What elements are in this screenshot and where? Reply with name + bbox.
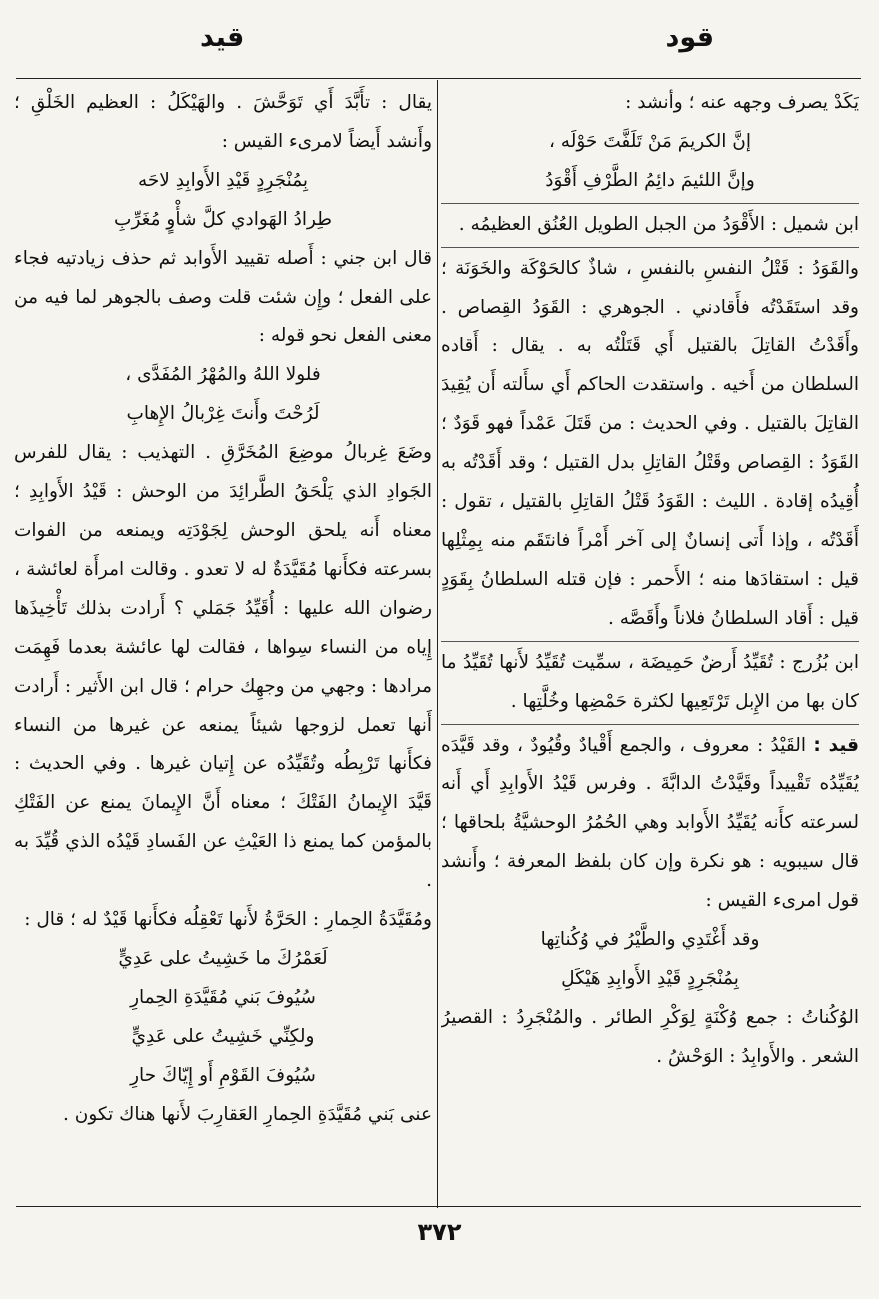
verse-line: وإنَّ اللئيمَ دائِمُ الطَّرْفِ أَقْوَدُ bbox=[545, 169, 755, 191]
paragraph: الوُكُناتُ : جمع وُكْنَةٍ لِوَكْرِ الطائر . والمُنْجَرِدُ : القصيرُ الشعر . والأَوابِدُ : الوَحْشُ . bbox=[441, 1006, 859, 1067]
verse-line: بِمُنْجَرِدٍ قَيْدِ الأَوابِدِ هَيْكَلِ bbox=[561, 967, 739, 989]
verse-line: طِرادُ الهَوادي كلَّ شأْوٍ مُغَرِّبِ bbox=[114, 208, 332, 230]
header-rule bbox=[16, 78, 861, 79]
verse-line: بِمُنْجَرِدٍ قَيْدِ الأَوابِدِ لاحَه bbox=[137, 169, 309, 191]
header-left-title: قيد bbox=[200, 22, 245, 53]
paragraph: يَكَدْ يصرف وجهه عنه ؛ وأنشد : bbox=[625, 92, 859, 113]
verse-line: لَعَمْرُكَ ما خَشِيتُ على عَدِيٍّ bbox=[118, 947, 328, 969]
paragraph: والقَوَدُ : قَتْلُ النفسِ بالنفسِ ، شاذٌ كالحَوْكَة والخَوَنَة ؛ وقد استَقَدْتُه فأَقادني . الجوهري : القَوَدُ القِصاص . وأَقَدْتُ القاتِلَ بالقتيل أَي قَتَلْتُه به . يقال : أَقاده السلطان من أَخيه . واستقدت الحاكم أَي سأَلته أَن يُقِيدَ القاتِلَ بالقتيل . وفي الحديث : من قَتَلَ عَمْداً فهو قَوَدٌ ؛ القَوَدُ : القِصاص وقَتْلُ القاتِلِ بدل القتيل ؛ وقد أَقَدْتُه به أُقِيدُه إقادة . الليث : القَوَدُ قَتْلُ القاتِلِ بالقتيل ، تقول : أَقَدْتُه ، وإذا أَتى إنسانٌ إلى آخر أَمْراً فانتَقَم منه بِمِثْلِها قيل : استقادَها منه ؛ الأَحمر : فإن قتله السلطانُ بِقَوَدٍ قيل : أَقاد السلطانُ فلاناً وأَقَصَّه . bbox=[441, 247, 859, 639]
entry-paragraph bbox=[441, 724, 859, 922]
paragraph: يقال : تأَبَّدَ أَي تَوَحَّشَ . والهَيْكَلُ : العظيم الخَلْقِ ؛ وأَنشد أَيضاً لامرىء القيس : bbox=[14, 92, 432, 152]
footer-rule bbox=[16, 1206, 861, 1207]
header-right-title: قود bbox=[665, 22, 714, 53]
verse-line: وقد أَغْتَدِي والطَّيْرُ في وُكُناتِها bbox=[540, 929, 760, 951]
paragraph: ومُقَيَّدَةُ الحِمارِ : الحَرَّةُ لأَنها تَعْقِلُه فكأَنها قَيْدٌ له ؛ قال : bbox=[24, 909, 432, 931]
paragraph: عنى بَني مُقَيَّدَةِ الحِمارِ العَقارِبَ لأَنها هناك تكون . bbox=[63, 1103, 432, 1125]
page-number: ٣٧٢ bbox=[417, 1218, 462, 1246]
paragraph: قال ابن جني : أَصله تقييد الأَوابد ثم حذف زيادتيه فجاء على الفعل ؛ وإِن شئت قلت وصف بالجوهر لما فيه من معنى الفعل نحو قوله : bbox=[14, 247, 432, 347]
right-column bbox=[441, 84, 859, 1199]
verse-line: سُيُوفَ القَوْمِ أَو إِيّاكَ حارِ bbox=[130, 1064, 316, 1086]
paragraph: وضَعَ غِربالُ موضِعَ المُخَرَّقِ . التهذيب : يقال للفرس الجَوادِ الذي يَلْحَقُ الطَّرائِدَ من الوحش : قَيْدُ الأَوابِدِ ؛ معناه أَنه يلحق الوحش لِجَوْدَتِه ويمنعه من الفوات بسرعته فكأَنها مُقَيَّدَةٌ له لا تعدو . وقالت امرأَة لعائشة ، رضوان الله عليها : أُقَيِّدُ جَمَلي ؟ أَرادت بذلك تَأْخِيذَها إِياه من النساء سِواها ، فقالت لها عائشة بعدما فَهِمَت مرادها : وجهي من وجهِك حرام ؛ قال ابن الأَثير : أَرادت أَنها تعمل لزوجها شيئاً يمنعه عن غيرها من النساء فكأَنها تَرْبِطُه وتُقَيِّدُه عن إِتيان غيرها . وفي الحديث : قَيَّدَ الإِيمانُ الفَتْكَ ؛ معناه أَنَّ الإِيمانَ يمنع عن الفَتْكِ بالمؤمن كما يمنع ذا العَيْثِ عن الفَسادِ قَيْدُه الذي قُيِّدَ به . bbox=[14, 442, 432, 892]
left-column bbox=[14, 84, 432, 1199]
entry-text: القَيْدُ : معروف ، والجمع أَقْيادٌ وقُيُودٌ ، وقد قَيَّدَه يُقَيِّدُه تَقْييداً وقَيَّدْتُ الدابَّةَ . وفرس قَيْدُ الأَوابِدِ أَي أَنه لسرعته كأَنه يُقَيِّدُ الأَوابد وهي الحُمُرُ الوحشيَّةُ بلحاقها ؛ قال سيبويه : هو نكرة وإن كان بلفظ المعرفة ؛ وأَنشد قول امرىء القيس : bbox=[441, 734, 859, 912]
verse-line: سُيُوفَ بَني مُقَيَّدَةِ الحِمارِ bbox=[130, 986, 316, 1008]
paragraph: ابن شميل : الأَقْوَدُ من الجبل الطويل العُنُق العظيمُه . bbox=[441, 203, 859, 245]
verse-line: فلولا اللهُ والمُهْرُ المُفَدَّى ، bbox=[125, 364, 321, 386]
verse-line: إنَّ الكريمَ مَنْ تَلَفَّتَ حَوْلَه ، bbox=[548, 130, 752, 152]
verse-line: ولكِنِّي خَشِيتُ على عَدِيٍّ bbox=[131, 1025, 315, 1047]
paragraph: ابن بُزُرج : تُقَيِّدُ أَرضٌ حَمِيضَة ، سمِّيت تُقَيِّدُ لأَنها تُقَيِّدُ ما كان بها من الإِبل تَرْتَعِيها لكثرة حَمْضِها وخُلَّتِها . bbox=[441, 641, 859, 722]
verse-line: لَرُحْتَ وأَنتَ غِرْبالُ الإِهابِ bbox=[126, 403, 320, 425]
entry-headword: قيد : bbox=[813, 734, 859, 756]
column-divider bbox=[437, 80, 438, 1208]
